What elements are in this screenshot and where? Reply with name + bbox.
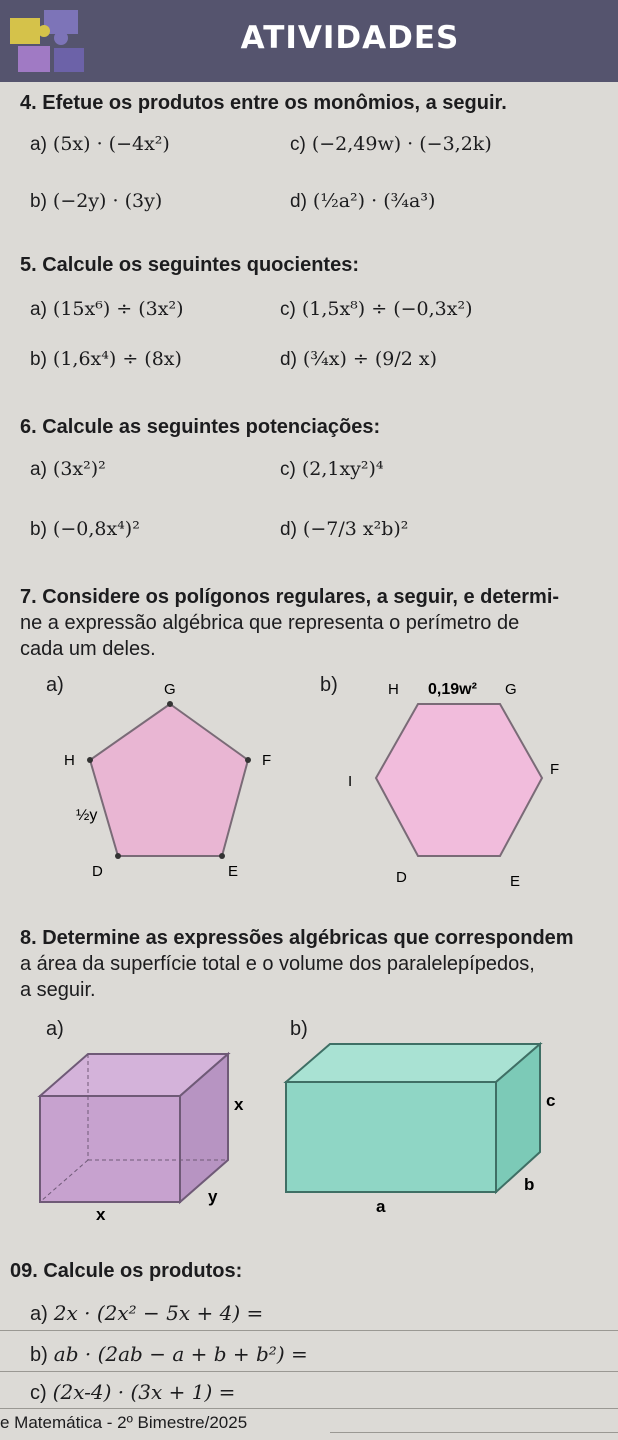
q4-item-b-expr: (−2y) · (3y) <box>52 190 163 212</box>
answer-line-b <box>0 1371 618 1372</box>
answer-line-a <box>0 1330 618 1331</box>
q5-item-c <box>280 298 473 321</box>
q4-item-a-label: a) <box>30 134 47 155</box>
q8-line-2: a área da superfície total e o volume dos paralelepípedos, <box>20 953 535 975</box>
hexagon-vertex-d: D <box>396 869 407 886</box>
hexagon-vertex-g: G <box>505 681 517 698</box>
q8-a-label: a) <box>46 1018 64 1040</box>
q6-item-a-expr: (3x²)² <box>52 458 106 480</box>
box-b <box>286 1044 540 1192</box>
q8-b-label: b) <box>290 1018 308 1040</box>
q6-item-a-label: a) <box>30 459 47 480</box>
q5-item-c-label: c) <box>280 299 296 320</box>
q9-item-c <box>30 1380 235 1405</box>
q5-item-a <box>30 298 184 321</box>
q6-item-c <box>280 458 384 481</box>
q9-item-c-expr: (2x-4) · (3x + 1) = <box>52 1380 236 1404</box>
q6-item-a <box>30 458 106 481</box>
q6-item-b <box>30 518 140 541</box>
q9-item-b <box>30 1342 308 1367</box>
q6-item-d-expr: (−7/3 x²b)² <box>302 518 409 540</box>
q7-line-3: cada um deles. <box>20 638 156 660</box>
q4-item-d-label: d) <box>290 191 307 212</box>
q5-item-a-label: a) <box>30 299 47 320</box>
q4-item-b <box>30 190 162 213</box>
boxes-figure <box>0 1040 618 1230</box>
q4-item-c <box>290 133 492 156</box>
q5-item-b-label: b) <box>30 349 47 370</box>
box-b-depth-label: b <box>524 1175 535 1194</box>
box-a-depth-label: y <box>208 1187 218 1206</box>
box-b-width-label: a <box>376 1197 386 1216</box>
q5-item-a-expr: (15x⁶) ÷ (3x²) <box>52 298 184 320</box>
puzzle-icon <box>8 8 88 74</box>
q4-item-b-label: b) <box>30 191 47 212</box>
q9-item-c-label: c) <box>30 1382 47 1404</box>
q6-item-b-label: b) <box>30 519 47 540</box>
hexagon-vertex-e: E <box>510 873 521 890</box>
q5-item-b-expr: (1,6x⁴) ÷ (8x) <box>52 348 182 370</box>
q6-item-c-label: c) <box>280 459 296 480</box>
header-banner <box>0 0 618 82</box>
footer-text: e Matemática - 2º Bimestre/2025 <box>0 1413 248 1432</box>
q5-item-d-expr: (¾x) ÷ (9/2 x) <box>302 348 438 370</box>
hexagon-side-label: 0,19w² <box>428 681 477 698</box>
pentagon-vertex-e: E <box>228 863 239 880</box>
question-4-title: 4. Efetue os produtos entre os monômios, a seguir. <box>20 92 507 114</box>
question-8-text <box>20 925 618 1003</box>
q4-item-a <box>30 133 170 156</box>
q9-item-a <box>30 1301 263 1326</box>
q4-item-c-expr: (−2,49w) · (−3,2k) <box>311 133 492 155</box>
q5-item-d <box>280 348 437 371</box>
q5-item-c-expr: (1,5x⁸) ÷ (−0,3x²) <box>301 298 473 320</box>
polygons-figure <box>0 660 618 900</box>
page-title: ATIVIDADES <box>240 20 460 56</box>
question-9-title: 09. Calcule os produtos: <box>10 1260 243 1282</box>
q7-line-1: 7. Considere os polígonos regulares, a seguir, e determi- <box>20 586 560 608</box>
q9-item-a-expr: 2x · (2x² − 5x + 4) = <box>53 1301 264 1325</box>
q6-item-d-label: d) <box>280 519 297 540</box>
box-a-width-label: x <box>96 1205 106 1224</box>
hexagon-vertex-i: I <box>348 773 353 790</box>
q8-line-3: a seguir. <box>20 979 96 1001</box>
pentagon-vertex-h: H <box>64 752 75 769</box>
q9-item-b-label: b) <box>30 1344 48 1366</box>
answer-line-c <box>0 1408 618 1409</box>
q6-item-b-expr: (−0,8x⁴)² <box>52 518 140 540</box>
question-7-text <box>20 584 618 662</box>
q8-line-1: 8. Determine as expressões algébricas que correspondem <box>20 927 574 949</box>
hexagon-vertex-f: F <box>550 761 560 778</box>
box-b-height-label: c <box>546 1091 556 1110</box>
q7-a-label: a) <box>46 674 64 696</box>
hexagon-shape <box>376 704 542 856</box>
footer-line <box>330 1432 618 1433</box>
hexagon-vertex-h: H <box>388 681 399 698</box>
question-6-title: 6. Calcule as seguintes potenciações: <box>20 416 381 438</box>
box-a <box>40 1054 228 1202</box>
question-5-title: 5. Calcule os seguintes quocientes: <box>20 254 359 276</box>
box-a-height-label: x <box>234 1095 244 1114</box>
q4-item-d <box>290 190 435 213</box>
q7-line-2: ne a expressão algébrica que representa o perímetro de <box>20 612 520 634</box>
q7-b-label: b) <box>320 674 338 696</box>
q6-item-d <box>280 518 408 541</box>
q9-item-a-label: a) <box>30 1303 48 1325</box>
q4-item-a-expr: (5x) · (−4x²) <box>52 133 170 155</box>
q4-item-d-expr: (½a²) · (¾a³) <box>312 190 436 212</box>
q4-item-c-label: c) <box>290 134 306 155</box>
q5-item-d-label: d) <box>280 349 297 370</box>
q9-item-b-expr: ab · (2ab − a + b + b²) = <box>53 1342 308 1366</box>
q6-item-c-expr: (2,1xy²)⁴ <box>301 458 384 480</box>
pentagon-side-label: ½y <box>76 807 98 824</box>
pentagon-vertex-g: G <box>164 681 176 698</box>
pentagon-shape <box>90 704 248 856</box>
q5-item-b <box>30 348 182 371</box>
pentagon-vertex-d: D <box>92 863 103 880</box>
pentagon-vertex-f: F <box>262 752 272 769</box>
